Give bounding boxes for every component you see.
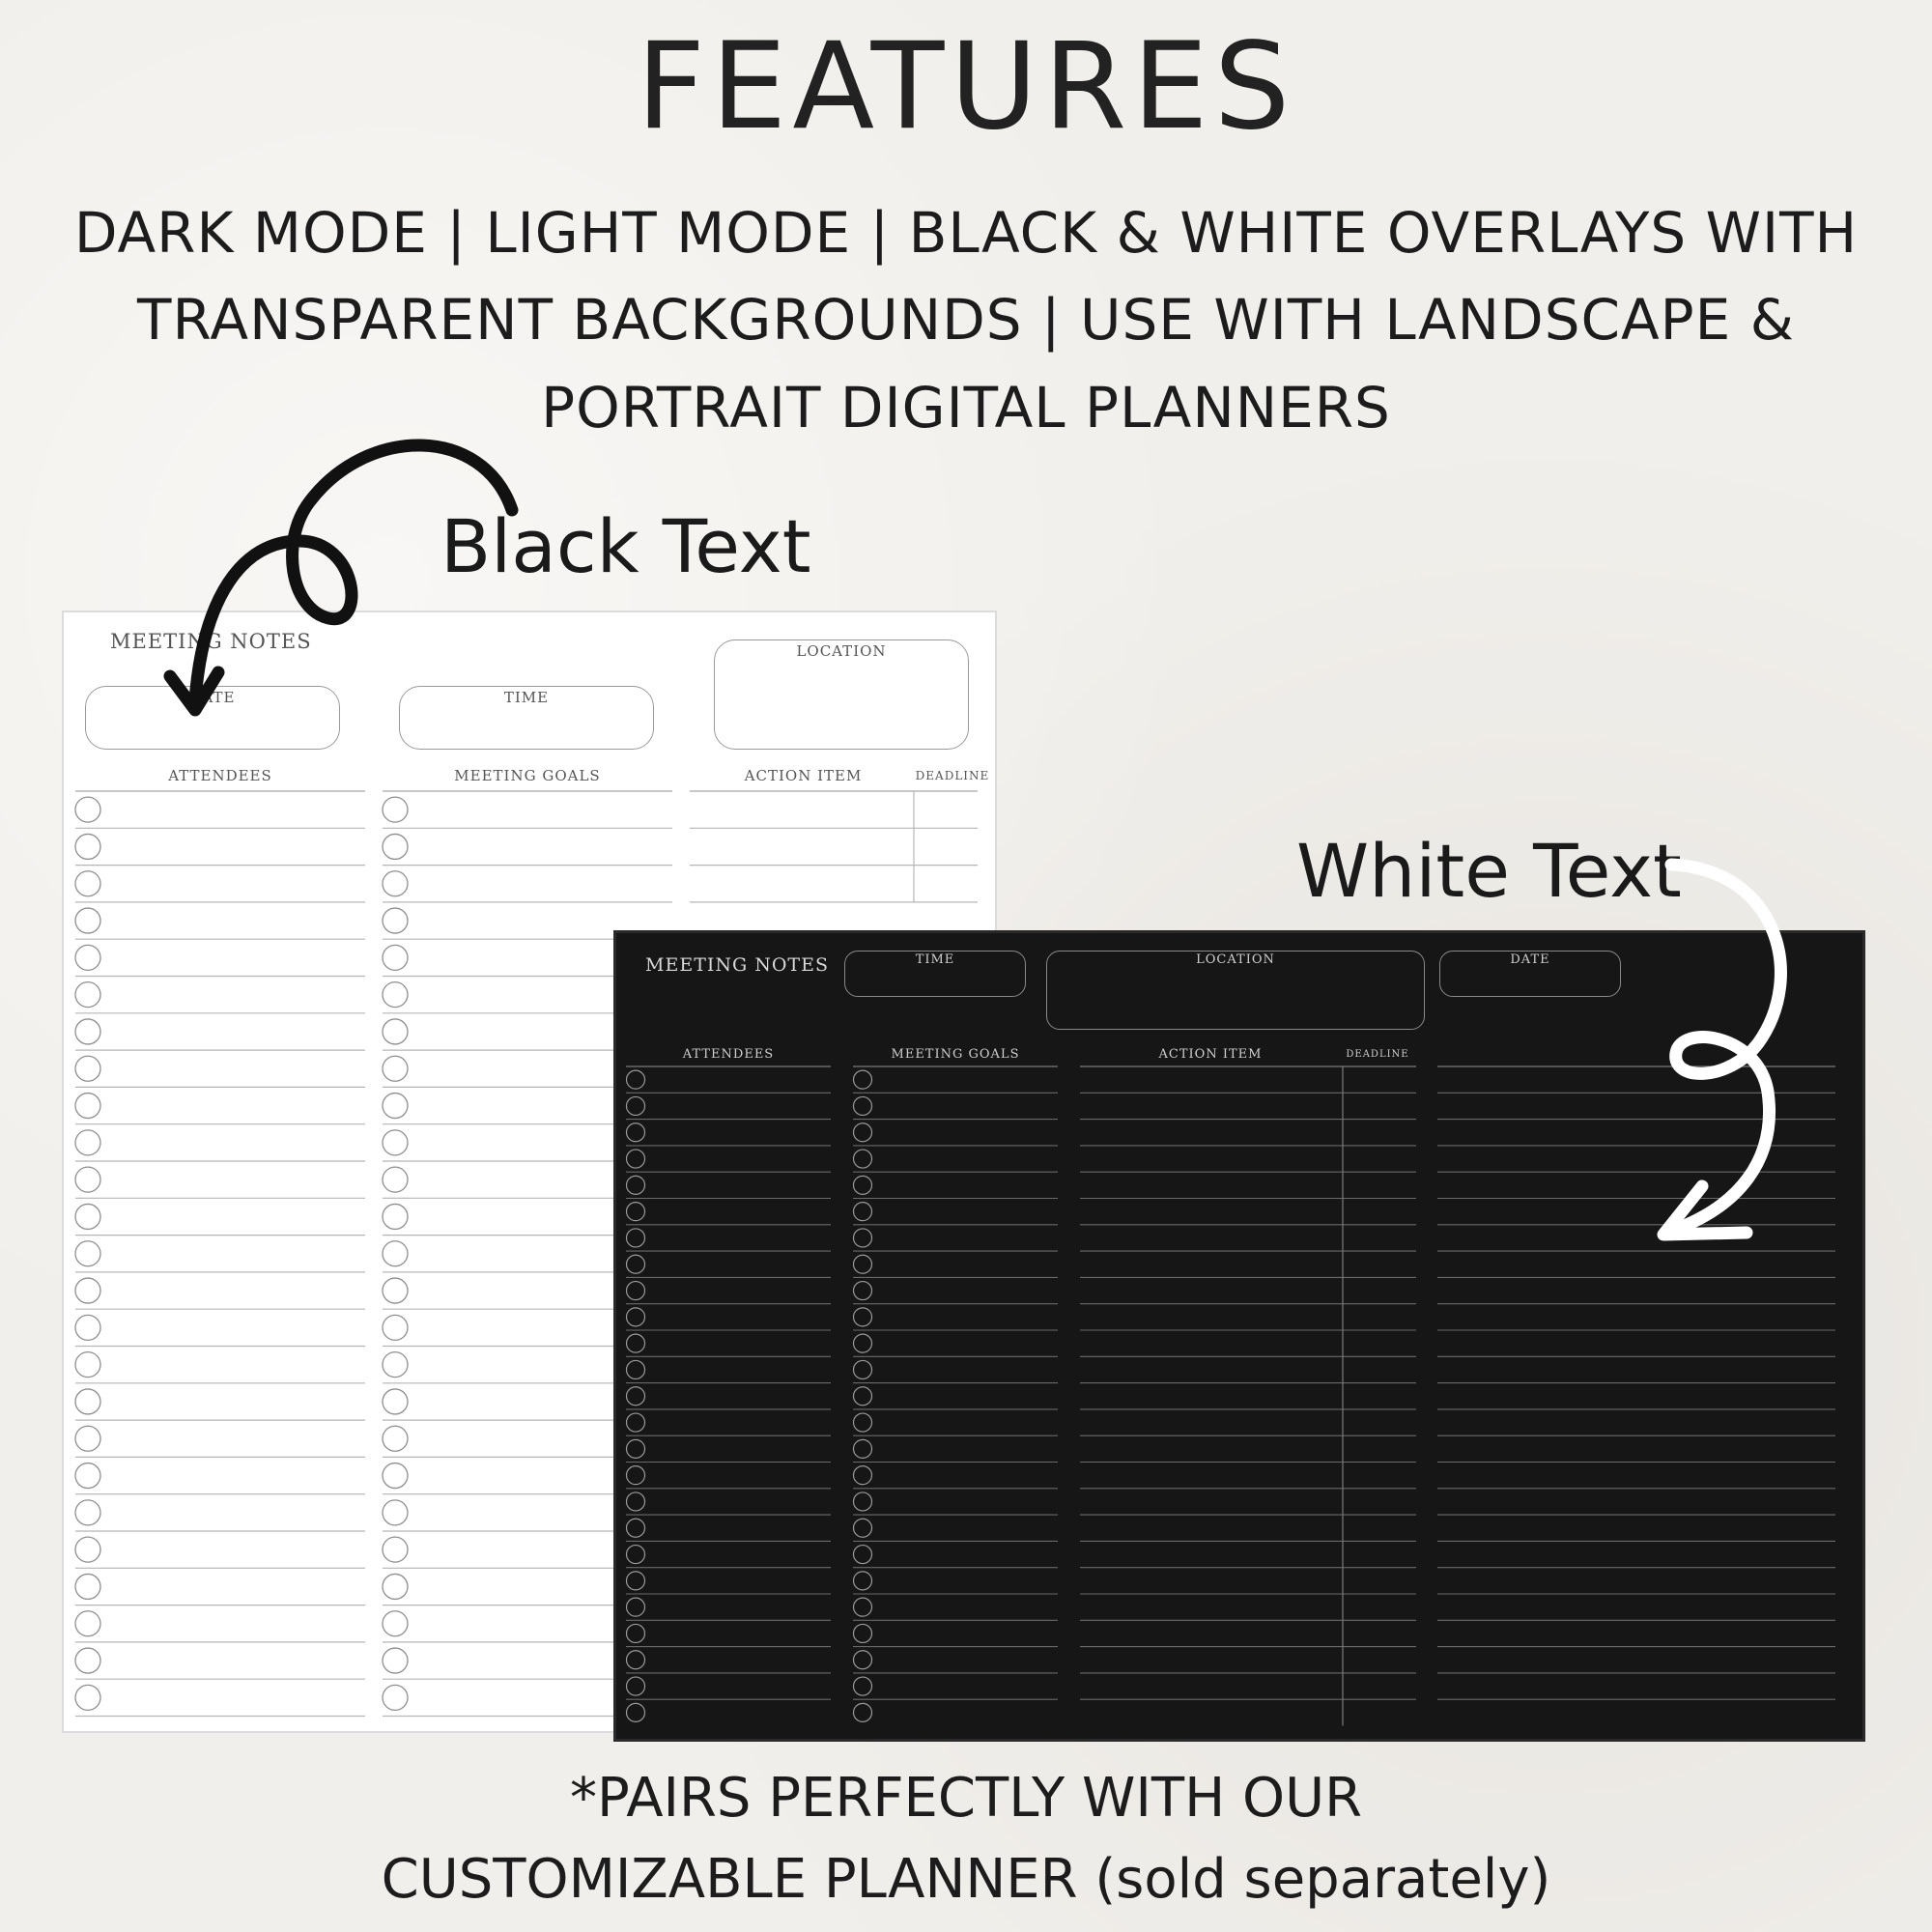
checkbox-circle-icon[interactable] (854, 1703, 872, 1721)
checkbox-circle-icon[interactable] (75, 1094, 100, 1119)
light-planner-title: MEETING NOTES (110, 630, 312, 653)
checkbox-circle-icon[interactable] (854, 1308, 872, 1326)
checkbox-circle-icon[interactable] (75, 871, 100, 896)
checkbox-circle-icon[interactable] (383, 1094, 408, 1119)
light-col-deadline: DEADLINE (915, 769, 990, 782)
checkbox-circle-icon[interactable] (75, 945, 100, 970)
dark-col-deadline: DEADLINE (1346, 1049, 1409, 1060)
dark-planner-title: MEETING NOTES (645, 954, 829, 976)
checkbox-circle-icon[interactable] (75, 1500, 100, 1525)
checkbox-circle-icon[interactable] (383, 908, 408, 933)
checkbox-circle-icon[interactable] (627, 1598, 645, 1616)
subtitle-line-3: PORTRAIT DIGITAL PLANNERS (541, 375, 1391, 440)
checkbox-circle-icon[interactable] (854, 1282, 872, 1300)
checkbox-circle-icon[interactable] (75, 1537, 100, 1562)
dark-mode-planner-page (616, 933, 1862, 1739)
checkbox-circle-icon[interactable] (75, 1611, 100, 1636)
checkbox-circle-icon[interactable] (854, 1572, 872, 1590)
checkbox-circle-icon[interactable] (383, 945, 408, 970)
checkbox-circle-icon[interactable] (383, 797, 408, 822)
checkbox-circle-icon[interactable] (383, 1315, 408, 1340)
checkbox-circle-icon[interactable] (854, 1334, 872, 1352)
light-time-label: TIME (503, 689, 550, 706)
light-col-action-item: ACTION ITEM (744, 767, 863, 784)
checkbox-circle-icon[interactable] (854, 1150, 872, 1168)
checkbox-circle-icon[interactable] (75, 1130, 100, 1155)
checkbox-circle-icon[interactable] (854, 1203, 872, 1221)
checkbox-circle-icon[interactable] (383, 1389, 408, 1414)
checkbox-circle-icon[interactable] (627, 1360, 645, 1378)
checkbox-circle-icon[interactable] (627, 1096, 645, 1115)
checkbox-circle-icon[interactable] (383, 1500, 408, 1525)
checkbox-circle-icon[interactable] (627, 1387, 645, 1406)
dark-planner-rows (616, 933, 1862, 1739)
dark-col-action-item: ACTION ITEM (1158, 1047, 1263, 1062)
checkbox-circle-icon[interactable] (383, 1130, 408, 1155)
checkbox-circle-icon[interactable] (75, 982, 100, 1008)
checkbox-circle-icon[interactable] (75, 1315, 100, 1340)
checkbox-circle-icon[interactable] (854, 1413, 872, 1432)
checkbox-circle-icon[interactable] (627, 1572, 645, 1590)
checkbox-circle-icon[interactable] (627, 1176, 645, 1194)
checkbox-circle-icon[interactable] (75, 1463, 100, 1489)
checkbox-circle-icon[interactable] (854, 1070, 872, 1089)
checkbox-circle-icon[interactable] (627, 1546, 645, 1564)
checkbox-circle-icon[interactable] (627, 1229, 645, 1247)
checkbox-circle-icon[interactable] (383, 1537, 408, 1562)
checkbox-circle-icon[interactable] (627, 1150, 645, 1168)
checkbox-circle-icon[interactable] (854, 1096, 872, 1115)
white-text-callout: White Text (1296, 828, 1682, 914)
footer-line-2: CUSTOMIZABLE PLANNER (sold separately) (381, 1848, 1551, 1911)
checkbox-circle-icon[interactable] (627, 1070, 645, 1089)
checkbox-circle-icon[interactable] (383, 871, 408, 896)
checkbox-circle-icon[interactable] (854, 1229, 872, 1247)
checkbox-circle-icon[interactable] (854, 1677, 872, 1695)
footer-line-1: *PAIRS PERFECTLY WITH OUR (570, 1767, 1362, 1830)
checkbox-circle-icon[interactable] (383, 982, 408, 1008)
checkbox-circle-icon[interactable] (627, 1651, 645, 1669)
checkbox-circle-icon[interactable] (854, 1439, 872, 1458)
checkbox-circle-icon[interactable] (383, 1574, 408, 1599)
checkbox-circle-icon[interactable] (854, 1624, 872, 1642)
checkbox-circle-icon[interactable] (627, 1413, 645, 1432)
checkbox-circle-icon[interactable] (854, 1546, 872, 1564)
checkbox-circle-icon[interactable] (627, 1439, 645, 1458)
checkbox-circle-icon[interactable] (383, 1426, 408, 1451)
checkbox-circle-icon[interactable] (627, 1492, 645, 1511)
checkbox-circle-icon[interactable] (383, 1611, 408, 1636)
checkbox-circle-icon[interactable] (75, 1352, 100, 1378)
dark-date-label: DATE (1510, 952, 1550, 967)
dark-time-label: TIME (915, 952, 955, 967)
checkbox-circle-icon[interactable] (383, 1685, 408, 1710)
checkbox-circle-icon[interactable] (854, 1466, 872, 1485)
light-col-meeting-goals: MEETING GOALS (454, 767, 601, 784)
checkbox-circle-icon[interactable] (383, 1352, 408, 1378)
light-col-attendees: ATTENDEES (168, 767, 272, 784)
checkbox-circle-icon[interactable] (627, 1466, 645, 1485)
checkbox-circle-icon[interactable] (627, 1203, 645, 1221)
features-heading: FEATURES (636, 17, 1296, 156)
light-date-label: DATE (189, 689, 236, 706)
dark-location-label: LOCATION (1196, 952, 1275, 967)
checkbox-circle-icon[interactable] (854, 1255, 872, 1273)
checkbox-circle-icon[interactable] (75, 1019, 100, 1044)
checkbox-circle-icon[interactable] (854, 1492, 872, 1511)
checkbox-circle-icon[interactable] (383, 1463, 408, 1489)
checkbox-circle-icon[interactable] (383, 1648, 408, 1673)
checkbox-circle-icon[interactable] (75, 1648, 100, 1673)
checkbox-circle-icon[interactable] (627, 1624, 645, 1642)
checkbox-circle-icon[interactable] (75, 908, 100, 933)
checkbox-circle-icon[interactable] (627, 1703, 645, 1721)
checkbox-circle-icon[interactable] (75, 1278, 100, 1303)
checkbox-circle-icon[interactable] (383, 1278, 408, 1303)
checkbox-circle-icon[interactable] (627, 1282, 645, 1300)
checkbox-circle-icon[interactable] (854, 1519, 872, 1537)
checkbox-circle-icon[interactable] (383, 1204, 408, 1229)
checkbox-circle-icon[interactable] (75, 1685, 100, 1710)
checkbox-circle-icon[interactable] (383, 1241, 408, 1266)
checkbox-circle-icon[interactable] (627, 1677, 645, 1695)
checkbox-circle-icon[interactable] (383, 1056, 408, 1081)
checkbox-circle-icon[interactable] (627, 1308, 645, 1326)
checkbox-circle-icon[interactable] (627, 1123, 645, 1142)
checkbox-circle-icon[interactable] (383, 1167, 408, 1192)
checkbox-circle-icon[interactable] (627, 1255, 645, 1273)
dark-col-attendees: ATTENDEES (682, 1047, 775, 1062)
checkbox-circle-icon[interactable] (75, 1389, 100, 1414)
checkbox-circle-icon[interactable] (854, 1360, 872, 1378)
checkbox-circle-icon[interactable] (854, 1387, 872, 1406)
checkbox-circle-icon[interactable] (75, 1056, 100, 1081)
checkbox-circle-icon[interactable] (854, 1651, 872, 1669)
checkbox-circle-icon[interactable] (854, 1123, 872, 1142)
checkbox-circle-icon[interactable] (383, 834, 408, 859)
light-location-label: LOCATION (796, 642, 887, 660)
dark-col-meeting-goals: MEETING GOALS (891, 1047, 1020, 1062)
checkbox-circle-icon[interactable] (75, 1241, 100, 1266)
subtitle-line-2: TRANSPARENT BACKGROUNDS | USE WITH LANDSCAPE & (137, 287, 1795, 353)
checkbox-circle-icon[interactable] (627, 1519, 645, 1537)
checkbox-circle-icon[interactable] (75, 1426, 100, 1451)
checkbox-circle-icon[interactable] (75, 797, 100, 822)
subtitle-line-1: DARK MODE | LIGHT MODE | BLACK & WHITE OVERLAYS WITH (73, 200, 1859, 266)
checkbox-circle-icon[interactable] (854, 1598, 872, 1616)
checkbox-circle-icon[interactable] (75, 1204, 100, 1229)
black-text-callout: Black Text (440, 503, 811, 589)
checkbox-circle-icon[interactable] (75, 834, 100, 859)
checkbox-circle-icon[interactable] (854, 1176, 872, 1194)
checkbox-circle-icon[interactable] (627, 1334, 645, 1352)
checkbox-circle-icon[interactable] (383, 1019, 408, 1044)
checkbox-circle-icon[interactable] (75, 1167, 100, 1192)
checkbox-circle-icon[interactable] (75, 1574, 100, 1599)
